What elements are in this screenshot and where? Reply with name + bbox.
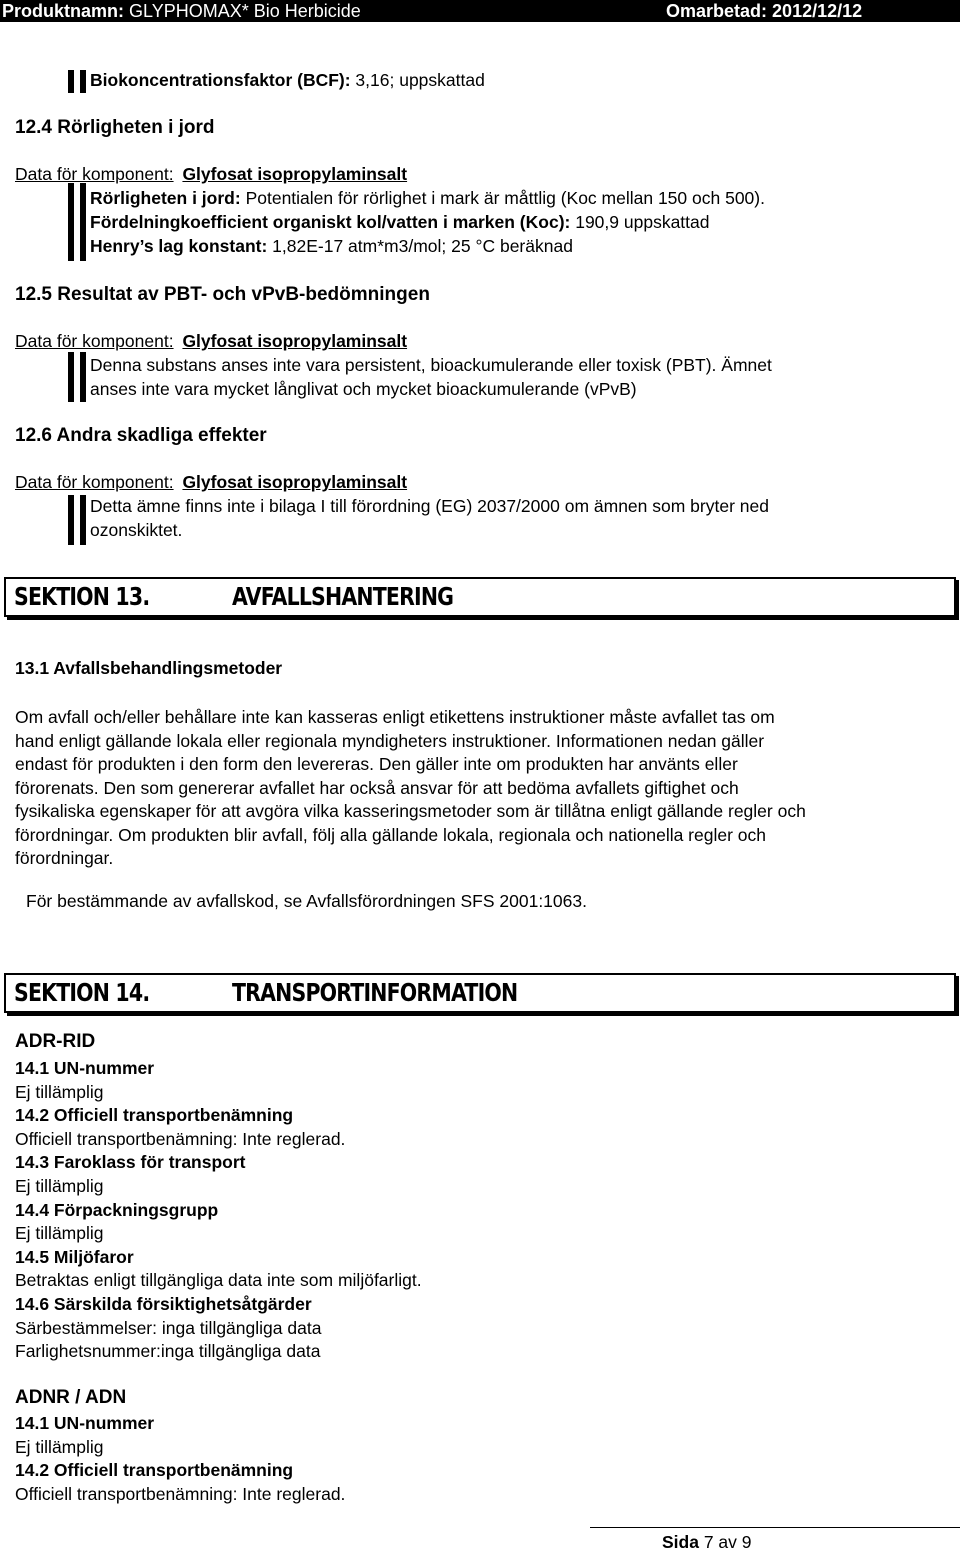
transport-item-heading: 14.3 Faroklass för transport (15, 1152, 246, 1173)
component-label: Data för komponent: (15, 331, 174, 351)
page-count: 7 av 9 (698, 1532, 752, 1552)
paragraph-line: förordningar. Om produkten blir avfall, följ alla gällande lokala, regionala och nationella regler och (15, 824, 767, 845)
pbt-text-line: Denna substans anses inte vara persistent, bioackumulerande eller toxisk (PBT). Ämnet (90, 355, 772, 375)
revised-date: 2012/12/12 (772, 1, 863, 21)
transport-item-heading: 14.2 Officiell transportbenämning (15, 1460, 294, 1481)
component-label: Data för komponent: (15, 164, 174, 184)
transport-item-heading: 14.4 Förpackningsgrupp (15, 1199, 219, 1220)
koc-label: Fördelningkoefficient organiskt kol/vatten i marken (Koc): (90, 212, 571, 232)
paragraph-line: endast för produkten i den form den levereras. Den gäller inte om produkten har använts eller (15, 754, 738, 774)
heading-13-1: 13.1 Avfallsbehandlingsmetoder (15, 658, 283, 678)
component-label: Data för komponent: (15, 472, 174, 492)
component-name: Glyfosat isopropylaminsalt (182, 164, 408, 184)
transport-item-value: Ej tillämplig (15, 1175, 104, 1196)
transport-item-heading: 14.1 UN-nummer (15, 1413, 155, 1433)
product-name: GLYPHOMAX* Bio Herbicide (129, 1, 361, 21)
paragraph-line: Om avfall och/eller behållare inte kan kasseras enligt etikettens instruktioner måste avfallet tas om (15, 707, 775, 727)
revised-date-field (666, 0, 862, 22)
transport-item-value: Ej tillämplig (15, 1081, 104, 1102)
mobility-value: Potentialen för rörlighet i mark är måttlig (Koc mellan 150 och 500). (240, 188, 765, 208)
paragraph-line: förorenats. Den som genererar avfallet har också ansvar för att bedöma avfallets giftighet och (15, 777, 739, 798)
transport-item-heading: 14.5 Miljöfaror (15, 1246, 134, 1267)
revision-marker (68, 183, 74, 261)
heading-12-4: 12.4 Rörligheten i jord (15, 117, 215, 138)
transport-item-value: Ej tillämplig (15, 1436, 104, 1457)
henry-label: Henry’s lag konstant: (90, 236, 268, 256)
revision-marker (68, 70, 74, 93)
paragraph-line: förordningar. (15, 848, 114, 868)
section-14-number: SEKTION 14. (14, 978, 150, 1007)
adr-rid-list (15, 1057, 422, 1364)
product-name-field (2, 0, 361, 22)
adr-rid-title: ADR-RID (15, 1031, 96, 1052)
koc-value: 190,9 uppskattad (570, 212, 710, 232)
heading-12-5: 12.5 Resultat av PBT- och vPvB-bedömningen (15, 284, 430, 305)
transport-item-value: Särbestämmelser: inga tillgängliga data (15, 1317, 322, 1338)
component-name: Glyfosat isopropylaminsalt (182, 472, 408, 492)
bcf-value: 3,16; uppskattad (350, 70, 485, 90)
section-13-header (4, 577, 956, 617)
revision-marker (80, 183, 86, 261)
transport-item-value: Betraktas enligt tillgängliga data inte som miljöfarligt. (15, 1270, 422, 1291)
footer-rule (590, 1527, 960, 1528)
waste-code-note: För bestämmande av avfallskod, se Avfallsförordningen SFS 2001:1063. (26, 891, 587, 911)
component-line (15, 331, 407, 352)
henry-value: 1,82E-17 atm*m3/mol; 25 °C beräknad (267, 236, 573, 256)
pbt-text-line: anses inte vara mycket långlivat och mycket bioackumulerande (vPvB) (90, 379, 637, 399)
transport-item-heading: 14.1 UN-nummer (15, 1058, 155, 1078)
component-line (15, 164, 407, 185)
ozone-text-line: ozonskiktet. (90, 520, 183, 540)
section-13-title: AVFALLSHANTERING (232, 582, 454, 611)
adnr-adn-list (15, 1412, 345, 1506)
mobility-line (90, 188, 765, 209)
revision-marker (68, 495, 74, 545)
transport-item-value: Ej tillämplig (15, 1223, 104, 1244)
mobility-label: Rörligheten i jord: (90, 188, 241, 208)
revision-marker (80, 495, 86, 545)
revision-marker (80, 70, 86, 93)
product-label: Produktnamn: (2, 1, 125, 21)
transport-item-heading: 14.2 Officiell transportbenämning (15, 1105, 294, 1126)
revision-marker (80, 352, 86, 402)
component-line (15, 472, 407, 493)
section-14-header (4, 973, 956, 1013)
page-label: Sida (662, 1532, 699, 1552)
bcf-label: Biokoncentrationsfaktor (BCF): (90, 70, 351, 90)
paragraph-line: fysikaliska egenskaper för att avgöra vilka kasseringsmetoder som är tillåtna enligt gällande regler och (15, 801, 806, 821)
transport-item-heading: 14.6 Särskilda försiktighetsåtgärder (15, 1293, 312, 1314)
revision-marker (68, 352, 74, 402)
henry-line (90, 236, 573, 257)
koc-line (90, 212, 710, 233)
component-name: Glyfosat isopropylaminsalt (182, 331, 408, 351)
heading-12-6: 12.6 Andra skadliga effekter (15, 425, 267, 446)
section-14-title: TRANSPORTINFORMATION (232, 978, 518, 1007)
transport-item-value: Officiell transportbenämning: Inte reglerad. (15, 1483, 346, 1504)
ozone-text-line: Detta ämne finns inte i bilaga I till förordning (EG) 2037/2000 om ämnen som bryter ned (90, 496, 769, 516)
transport-item-value: Farlighetsnummer:inga tillgängliga data (15, 1341, 321, 1362)
section-13-number: SEKTION 13. (14, 582, 150, 611)
bcf-line (90, 70, 485, 91)
page-number (662, 1532, 752, 1553)
page-header (0, 0, 960, 22)
adnr-adn-title: ADNR / ADN (15, 1387, 127, 1408)
revised-label: Omarbetad: (666, 1, 768, 21)
paragraph-line: hand enligt gällande lokala eller regionala myndigheters instruktioner. Informationen nedan gäller (15, 730, 765, 751)
transport-item-value: Officiell transportbenämning: Inte reglerad. (15, 1128, 346, 1149)
disposal-paragraph (15, 706, 806, 871)
